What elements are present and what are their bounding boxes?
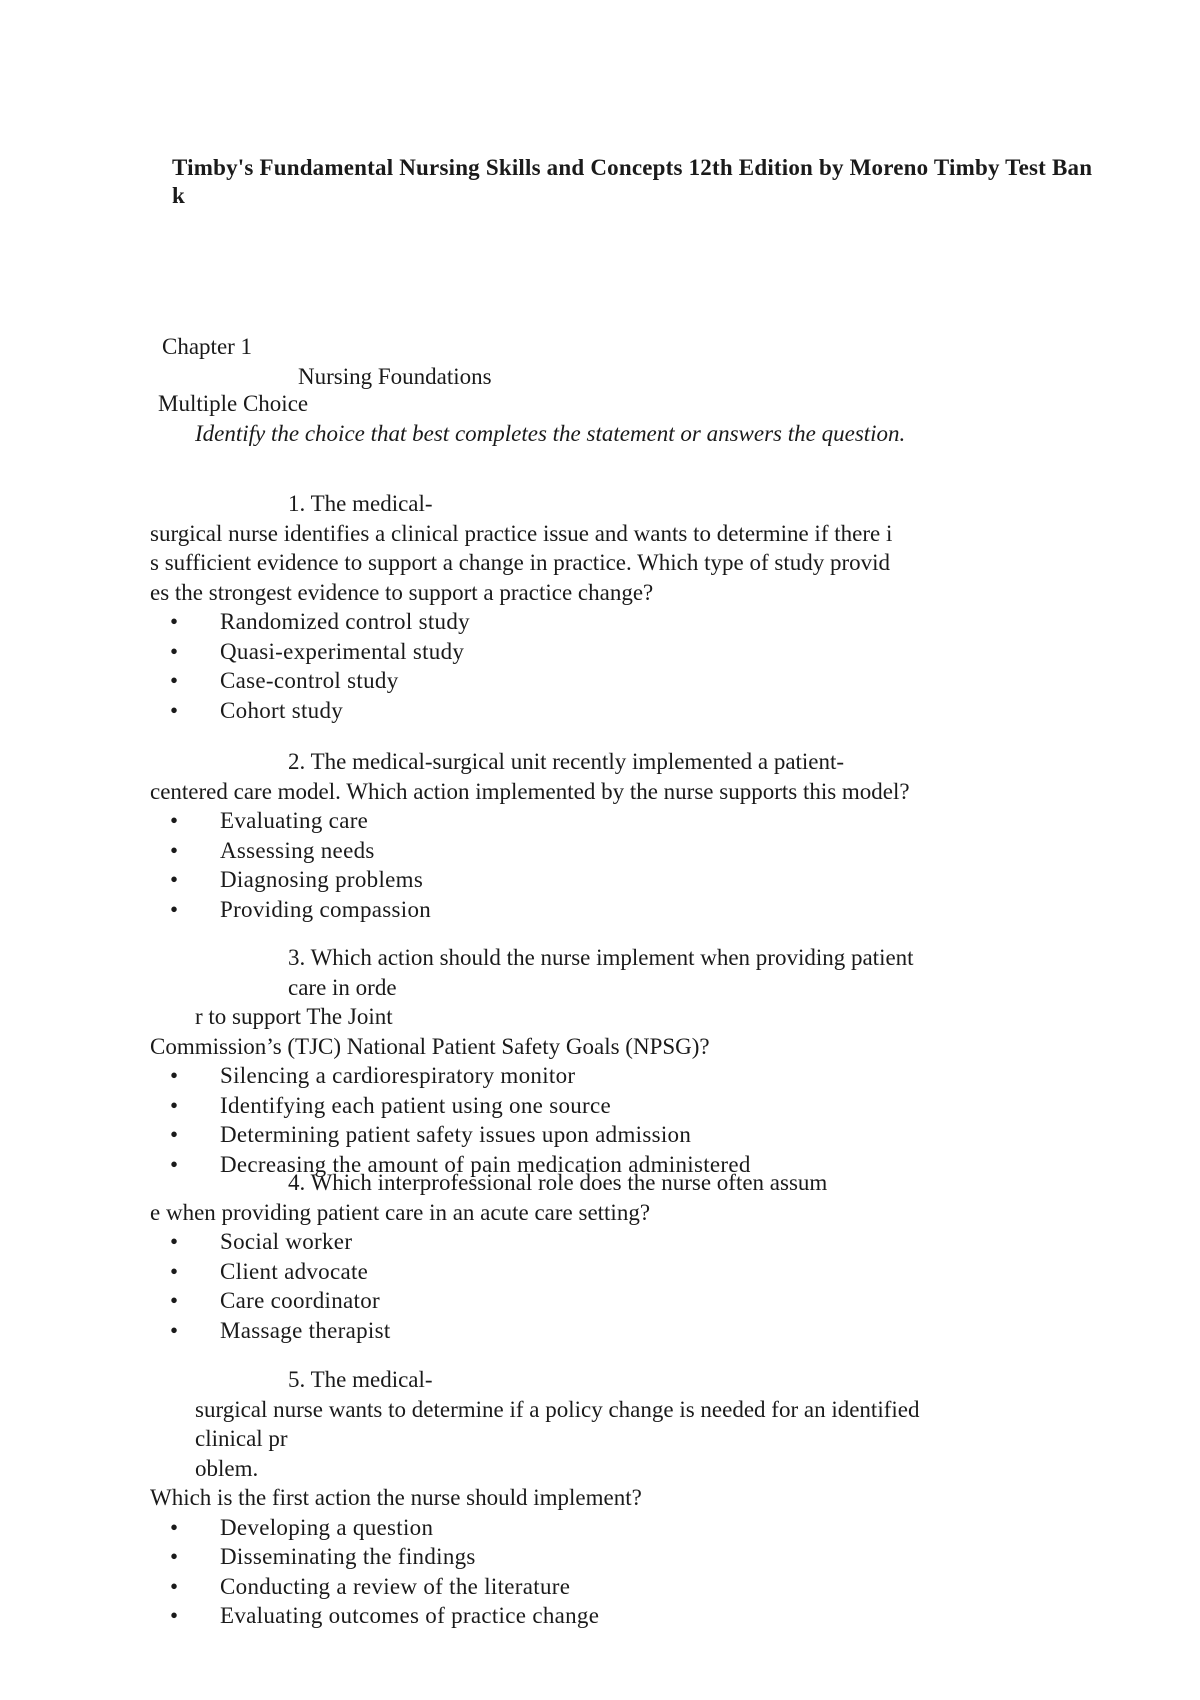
answer-options xyxy=(150,1513,950,1631)
answer-option[interactable]: • Identifying each patient using one source xyxy=(150,1091,950,1121)
question-5 xyxy=(150,1365,950,1631)
bullet-icon: • xyxy=(170,638,179,664)
bullet-icon: • xyxy=(170,1514,179,1540)
question-stem-line: 3. Which action should the nurse implement when providing patient care in orde xyxy=(288,945,914,1000)
answer-option[interactable]: • Randomized control study xyxy=(150,607,950,637)
answer-options xyxy=(150,1227,950,1345)
bullet-icon: • xyxy=(170,1063,179,1088)
bullet-icon: • xyxy=(170,609,179,634)
chapter-label: Chapter 1 xyxy=(162,334,253,359)
question-stem-line: 5. The medical- xyxy=(288,1367,433,1392)
question-stem-line: centered care model. Which action implemented by the nurse supports this model? xyxy=(150,778,910,804)
question-stem-line: es the strongest evidence to support a practice change? xyxy=(150,579,654,605)
question-stem-line: Commission’s (TJC) National Patient Safety Goals (NPSG)? xyxy=(150,1033,710,1059)
bullet-icon: • xyxy=(170,697,179,723)
bullet-icon: • xyxy=(170,1544,179,1569)
bullet-icon: • xyxy=(170,1258,179,1284)
answer-option[interactable]: • Silencing a cardiorespiratory monitor xyxy=(150,1061,950,1091)
bullet-icon: • xyxy=(170,1317,179,1343)
question-stem-line: oblem. xyxy=(195,1455,259,1481)
question-stem-line: e when providing patient care in an acute care setting? xyxy=(150,1199,651,1225)
question-stem-line: r to support The Joint xyxy=(195,1004,393,1029)
answer-option[interactable]: • Diagnosing problems xyxy=(150,865,950,895)
question-stem-line: surgical nurse identifies a clinical practice issue and wants to determine if there i xyxy=(150,520,893,546)
answer-option[interactable]: • Social worker xyxy=(150,1227,950,1257)
answer-option[interactable]: • Evaluating outcomes of practice change xyxy=(150,1601,950,1631)
answer-option[interactable]: • Quasi-experimental study xyxy=(150,637,950,667)
bullet-icon: • xyxy=(170,896,179,922)
answer-option[interactable]: • Decreasing the amount of pain medication administered xyxy=(150,1150,950,1180)
answer-option[interactable]: • Developing a question xyxy=(150,1513,950,1543)
question-stem-line: 4. Which interprofessional role does the nurse often assum xyxy=(288,1170,828,1195)
bullet-icon: • xyxy=(170,808,179,833)
answer-options xyxy=(150,806,950,924)
question-stem-line: s sufficient evidence to support a change in practice. Which type of study provid xyxy=(150,550,891,575)
instructions: Identify the choice that best completes the statement or answers the question. xyxy=(195,421,906,446)
document-title: Timby's Fundamental Nursing Skills and Concepts 12th Edition by Moreno Timby Test Bank xyxy=(172,155,1093,208)
answer-option[interactable]: • Evaluating care xyxy=(150,806,950,836)
bullet-icon: • xyxy=(170,1229,179,1254)
bullet-icon: • xyxy=(170,1092,179,1118)
chapter-title: Nursing Foundations xyxy=(298,364,492,389)
question-2 xyxy=(150,747,950,924)
answer-option[interactable]: • Conducting a review of the literature xyxy=(150,1572,950,1602)
bullet-icon: • xyxy=(170,1151,179,1177)
bullet-icon: • xyxy=(170,1603,179,1628)
question-4 xyxy=(150,1168,950,1345)
answer-option[interactable]: • Case-control study xyxy=(150,666,950,696)
section-heading: Multiple Choice xyxy=(158,391,309,416)
question-3 xyxy=(150,943,950,1179)
answer-option[interactable]: • Disseminating the findings xyxy=(150,1542,950,1572)
answer-option[interactable]: • Determining patient safety issues upon admission xyxy=(150,1120,950,1150)
bullet-icon: • xyxy=(170,668,179,693)
answer-options xyxy=(150,1061,950,1179)
answer-options xyxy=(150,607,950,725)
question-1 xyxy=(150,489,950,725)
answer-option[interactable]: • Cohort study xyxy=(150,696,950,726)
bullet-icon: • xyxy=(170,867,179,892)
answer-option[interactable]: • Client advocate xyxy=(150,1257,950,1287)
bullet-icon: • xyxy=(170,837,179,863)
bullet-icon: • xyxy=(170,1122,179,1147)
question-stem-line: surgical nurse wants to determine if a policy change is needed for an identified clinical pr xyxy=(195,1396,920,1451)
answer-option[interactable]: • Providing compassion xyxy=(150,895,950,925)
question-stem-line: Which is the first action the nurse should implement? xyxy=(150,1485,642,1510)
answer-option[interactable]: • Assessing needs xyxy=(150,836,950,866)
bullet-icon: • xyxy=(170,1288,179,1313)
bullet-icon: • xyxy=(170,1573,179,1599)
answer-option[interactable]: • Massage therapist xyxy=(150,1316,950,1346)
question-stem-line: 2. The medical-surgical unit recently implemented a patient- xyxy=(288,749,845,774)
question-stem-line: 1. The medical- xyxy=(288,491,433,516)
answer-option[interactable]: • Care coordinator xyxy=(150,1286,950,1316)
